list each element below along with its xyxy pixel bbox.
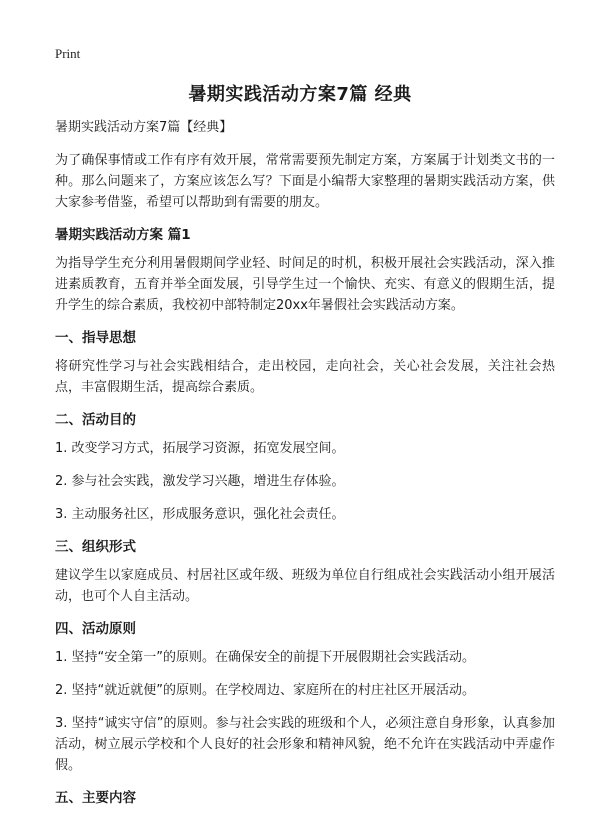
purpose-item: 3. 主动服务社区，形成服务意识，强化社会责任。 [55, 507, 345, 522]
print-label[interactable]: Print [55, 46, 81, 61]
document-subtitle: 暑期实践活动方案7篇【经典】 [55, 120, 233, 135]
purpose-item: 2. 参与社会实践，激发学习兴趣，增进生存体验。 [55, 474, 345, 489]
guiding-heading: 一、指导思想 [55, 330, 136, 346]
principle-item: 3. 坚持“诚实守信”的原则。参与社会实践的班级和个人，必须注意自身形象，认真参加活动，树立展示学校和个人良好的社会形象和精神风貌，绝不允许在实践活动中弄虚作假。 [55, 716, 555, 773]
form-paragraph: 建议学生以家庭成员、村居社区或年级、班级为单位自行组成社会实践活动小组开展活动，也可个人自主活动。 [55, 568, 555, 604]
section-heading-1: 暑期实践活动方案 篇1 [55, 227, 191, 243]
document-title: 暑期实践活动方案7篇 经典 [188, 84, 412, 105]
guiding-paragraph: 将研究性学习与社会实践相结合，走出校园，走向社会，关心社会发展，关注社会热点，丰富假期生活，提高综合素质。 [55, 359, 555, 395]
main-content-heading: 五、主要内容 [55, 790, 136, 806]
section-1-paragraph: 为指导学生充分利用暑假期间学业轻、时间足的时机，积极开展社会实践活动，深入推进素质教育，五育并举全面发展，引导学生过一个愉快、充实、有意义的假期生活，提升学生的综合素质，我校初中部特制定20xx年暑假社会实践活动方案。 [55, 256, 555, 313]
form-heading: 三、组织形式 [55, 539, 136, 555]
principle-item: 1. 坚持“安全第一”的原则。在确保安全的前提下开展假期社会实践活动。 [55, 650, 476, 665]
intro-paragraph: 为了确保事情或工作有序有效开展，常常需要预先制定方案，方案属于计划类文书的一种。那么问题来了，方案应该怎么写？下面是小编帮大家整理的暑期实践活动方案，供大家参考借鉴，希望可以帮助到有需要的朋友。 [55, 153, 555, 210]
principles-heading: 四、活动原则 [55, 621, 136, 637]
purpose-heading: 二、活动目的 [55, 412, 136, 428]
document-body [55, 118, 555, 816]
purpose-item: 1. 改变学习方式，拓展学习资源，拓宽发展空间。 [55, 441, 345, 456]
principle-item: 2. 坚持“就近就便”的原则。在学校周边、家庭所在的村庄社区开展活动。 [55, 683, 476, 698]
